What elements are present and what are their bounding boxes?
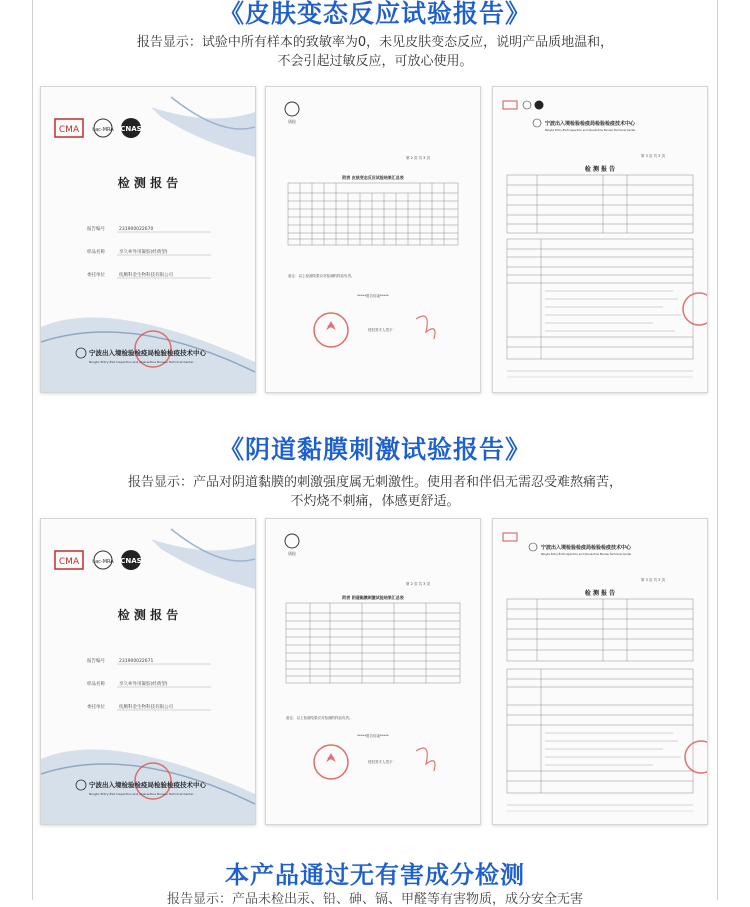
red-seal-icon bbox=[314, 745, 348, 779]
signature-label: 授权签字人签字： bbox=[368, 328, 396, 332]
report-result-page[interactable] bbox=[492, 518, 708, 825]
red-seal-icon bbox=[685, 741, 707, 773]
page-note: 第 2 页 共 3 页 bbox=[406, 156, 431, 160]
cnas-logo: CNAS bbox=[120, 125, 142, 133]
field-label: 委托单位 bbox=[87, 273, 105, 278]
report-cover-page[interactable] bbox=[40, 86, 256, 393]
cma-logo: CMA bbox=[58, 557, 80, 567]
ilac-logo: ilac-MRA bbox=[92, 559, 114, 565]
center-name-en: Ningbo Entry-Exit Inspection and Quarantine Bureau Technical Center bbox=[545, 129, 636, 132]
section-desc-vaginal-irritation-line1: 报告显示：产品对阴道黏膜的刺激强度属无刺激性。使用者和伴侣无需忍受难熬痛苦， bbox=[127, 475, 622, 490]
report-heading: 检 测 报 告 bbox=[584, 590, 616, 597]
ilac-logo: ilac-MRA bbox=[92, 127, 114, 133]
field-label: 样品名称 bbox=[87, 250, 105, 255]
report-images-row-1 bbox=[40, 86, 708, 391]
table-title: 附表 阴道黏膜刺激试验结果汇总表 bbox=[342, 595, 404, 600]
section-desc-skin-allergy-line1: 报告显示：试验中所有样本的致敏率为0，未见皮肤变态反应，说明产品质地温和， bbox=[136, 35, 614, 50]
page-note: 第 3 页 共 3 页 bbox=[641, 578, 666, 582]
report-end-mark: *****报告结束***** bbox=[357, 734, 389, 738]
section-desc-vaginal-irritation-line2: 不灼烧不刺痛，体感更舒适。 bbox=[290, 494, 460, 509]
cnas-logo: CNAS bbox=[120, 557, 142, 565]
center-name-en: Ningbo Entry-Exit Inspection and Quarantine Bureau Technical Center bbox=[89, 360, 194, 364]
field-value: 享久®外用凝胶(经典型) bbox=[119, 682, 168, 687]
section-title-skin-allergy: 《皮肤变态反应试验报告》 bbox=[218, 0, 531, 28]
report-cover-page[interactable] bbox=[40, 518, 256, 825]
report-heading: 检 测 报 告 bbox=[584, 166, 616, 173]
report-images-row-2 bbox=[40, 518, 708, 823]
field-value: 抚顺科金生物科技有限公司 bbox=[119, 705, 173, 710]
field-label: 报告编号 bbox=[87, 227, 105, 232]
center-name-cn: 宁波出入境检验检疫局检验检疫技术中心 bbox=[545, 121, 636, 127]
center-name-cn: 宁波出入境检验检疫局检验检疫技术中心 bbox=[89, 349, 206, 357]
page-note: 第 3 页 共 3 页 bbox=[641, 154, 666, 158]
field-value: 享久®外用凝胶(经典型) bbox=[119, 250, 168, 255]
section-title-vaginal-irritation: 《阴道黏膜刺激试验报告》 bbox=[218, 435, 531, 464]
field-value: 231900022670 bbox=[119, 227, 154, 232]
center-name-cn: 宁波出入境检验检疫局检验检疫技术中心 bbox=[541, 545, 632, 551]
report-heading: 检 测 报 告 bbox=[117, 176, 179, 190]
inspection-logo-text: 质检 bbox=[288, 119, 296, 124]
report-result-page[interactable] bbox=[492, 86, 708, 393]
cma-logo: CMA bbox=[58, 125, 80, 135]
page-note: 第 2 页 共 3 页 bbox=[406, 582, 431, 586]
center-name-en: Ningbo Entry-Exit Inspection and Quarantine Bureau Technical Center bbox=[89, 792, 194, 796]
field-value: 231900022671 bbox=[119, 659, 154, 664]
report-heading: 检 测 报 告 bbox=[117, 608, 179, 622]
report-end-mark: *****报告结束***** bbox=[357, 294, 389, 298]
inspection-logo-text: 质检 bbox=[288, 551, 296, 556]
signature-label: 授权签字人签字： bbox=[368, 760, 396, 764]
section-desc-harmful-substances: 报告显示：产品未检出汞、铅、砷、镉、甲醛等有害物质，成分安全无害 bbox=[166, 892, 583, 907]
red-seal-icon bbox=[683, 293, 707, 325]
field-value: 抚顺科金生物科技有限公司 bbox=[119, 273, 173, 278]
field-label: 报告编号 bbox=[87, 659, 105, 664]
center-name-en: Ningbo Entry-Exit Inspection and Quarantine Bureau Technical Center bbox=[541, 553, 632, 556]
table-note: 备注：以上检测结果仅对检测的样品负责。 bbox=[286, 716, 353, 720]
center-name-cn: 宁波出入境检验检疫局检验检疫技术中心 bbox=[89, 781, 206, 789]
field-label: 委托单位 bbox=[87, 705, 105, 710]
red-seal-icon bbox=[314, 313, 348, 347]
table-title: 附表 皮肤变态反应试验结果汇总表 bbox=[342, 175, 404, 180]
section-title-harmful-substances: 本产品通过无有害成分检测 bbox=[225, 861, 525, 889]
field-label: 样品名称 bbox=[87, 682, 105, 687]
report-table-page[interactable] bbox=[265, 86, 481, 393]
section-desc-skin-allergy-line2: 不会引起过敏反应，可放心使用。 bbox=[277, 54, 473, 69]
report-table-page[interactable] bbox=[265, 518, 481, 825]
table-note: 备注：以上检测结果仅对检测的样品负责。 bbox=[288, 274, 355, 278]
